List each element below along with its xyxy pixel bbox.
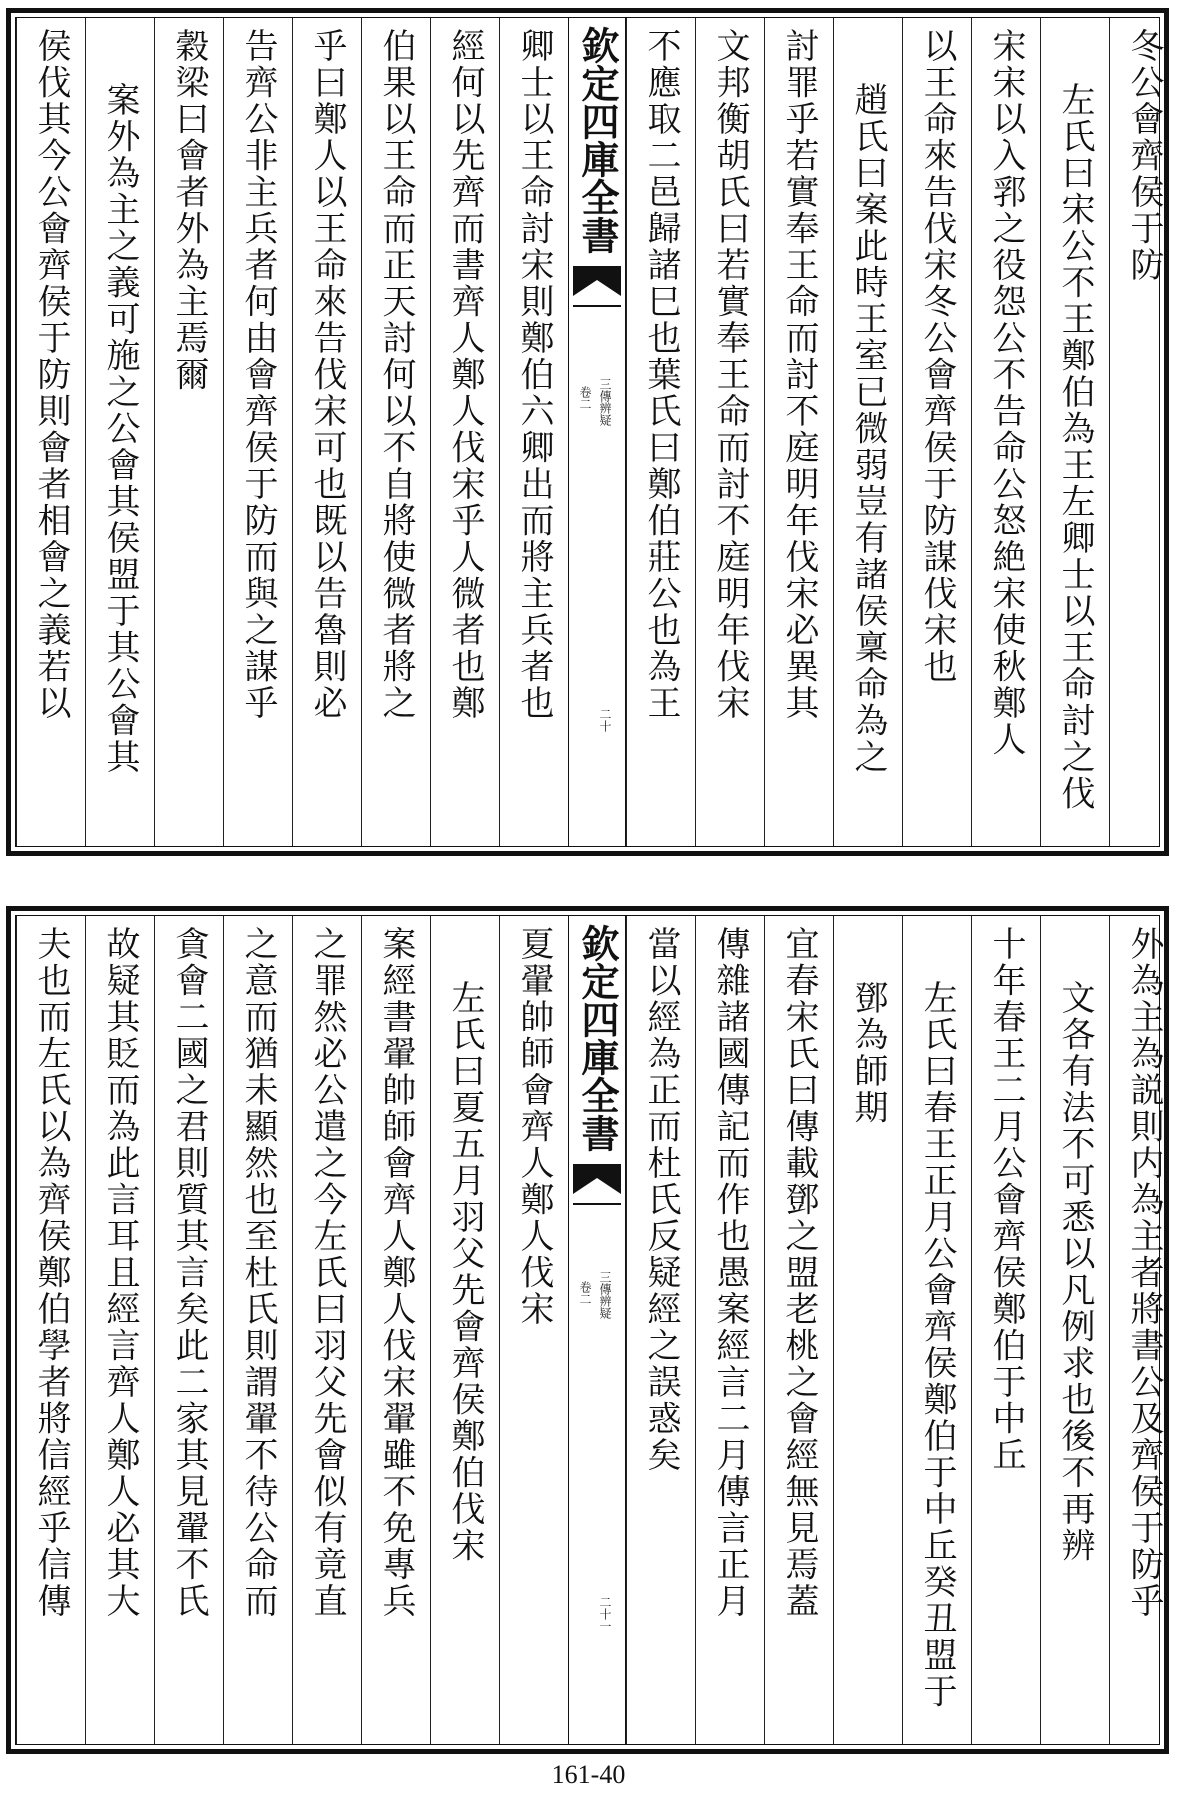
spine-book-title: 三傳辨疑 xyxy=(598,378,612,426)
column-text: 鄧為師期 xyxy=(848,980,888,1126)
text-column xyxy=(764,916,833,1744)
spine-book-title: 三傳辨疑 xyxy=(598,1271,612,1319)
text-column xyxy=(499,916,568,1744)
column-text: 冬公會齊侯于防 xyxy=(1124,28,1164,284)
column-text: 十年春王二月公會齊侯鄭伯于中丘 xyxy=(986,926,1026,1474)
text-column xyxy=(1040,916,1109,1744)
text-column xyxy=(626,18,695,846)
text-column xyxy=(1109,18,1177,846)
text-column xyxy=(695,916,764,1744)
column-text: 左氏曰春王正月公會齊侯鄭伯于中丘癸丑盟于 xyxy=(917,980,957,1710)
column-text: 左氏曰宋公不王鄭伯為王左卿士以王命討之伐 xyxy=(1055,82,1095,812)
bottom-panel xyxy=(6,906,1169,1754)
column-text: 夫也而左氏以為齊侯鄭伯學者將信經乎信傳 xyxy=(31,926,71,1620)
text-column xyxy=(695,18,764,846)
spine-title: 欽定四庫全書 xyxy=(575,26,620,254)
page-number: 161-40 xyxy=(551,1760,626,1789)
column-text: 宜春宋氏曰傳載鄧之盟老桃之會經無見焉蓋 xyxy=(779,926,819,1620)
text-column xyxy=(971,916,1040,1744)
column-text: 宋宋以入郛之役怨公不告命公怒絶宋使秋鄭人 xyxy=(986,28,1026,758)
text-column xyxy=(626,916,695,1744)
column-text: 討罪乎若實奉王命而討不庭明年伐宋必異其 xyxy=(779,28,819,722)
column-text: 趙氏曰案此時王室已微弱豈有諸侯稟命為之 xyxy=(848,82,888,776)
text-column xyxy=(361,916,430,1744)
column-text: 不應取二邑歸諸巳也葉氏曰鄭伯莊公也為王 xyxy=(641,28,681,722)
text-column xyxy=(430,18,499,846)
text-column xyxy=(902,916,971,1744)
column-text: 穀梁曰會者外為主焉爾 xyxy=(169,28,209,393)
column-text: 告齊公非主兵者何由會齊侯于防而與之謀乎 xyxy=(238,28,278,722)
text-column xyxy=(85,18,154,846)
spine-volume: 卷二 xyxy=(578,1281,592,1305)
column-text: 外為主為説則内為主者將書公及齊侯于防乎 xyxy=(1124,926,1164,1620)
column-text: 乎曰鄭人以王命來告伐宋可也既以告魯則必 xyxy=(307,28,347,722)
text-column xyxy=(1040,18,1109,846)
fishtail-mark xyxy=(573,1164,621,1208)
column-text: 左氏曰夏五月羽父先會齊侯鄭伯伐宋 xyxy=(445,980,485,1564)
top-spine xyxy=(568,18,626,846)
column-text: 貪會二國之君則質其言矣此二家其見翬不氏 xyxy=(169,926,209,1620)
column-text: 經何以先齊而書齊人鄭人伐宋乎人微者也鄭 xyxy=(445,28,485,722)
fishtail-mark xyxy=(573,266,621,310)
column-text: 當以經為正而杜氏反疑經之誤惑矣 xyxy=(641,926,681,1474)
column-text: 侯伐其今公會齊侯于防則會者相會之義若以 xyxy=(31,28,71,722)
text-column xyxy=(292,18,361,846)
text-column xyxy=(833,916,902,1744)
text-column xyxy=(154,916,223,1744)
spine-folio: 二十一 xyxy=(598,1596,612,1632)
text-column xyxy=(430,916,499,1744)
text-column xyxy=(16,916,85,1744)
bottom-spine xyxy=(568,916,626,1744)
text-column xyxy=(16,18,85,846)
text-column xyxy=(85,916,154,1744)
text-column xyxy=(361,18,430,846)
text-column xyxy=(499,18,568,846)
text-column xyxy=(223,18,292,846)
column-text: 夏翬帥師會齊人鄭人伐宋 xyxy=(514,926,554,1328)
column-text: 文各有法不可悉以凡例求也後不再辨 xyxy=(1055,980,1095,1564)
spine-folio: 二十 xyxy=(598,708,612,732)
column-text: 故疑其貶而為此言耳且經言齊人鄭人必其大 xyxy=(100,926,140,1620)
column-text: 文邦衡胡氏曰若實奉王命而討不庭明年伐宋 xyxy=(710,28,750,722)
column-text: 傳雜諸國傳記而作也愚案經言二月傳言正月 xyxy=(710,926,750,1620)
column-text: 卿士以王命討宋則鄭伯六卿出而將主兵者也 xyxy=(514,28,554,722)
column-text: 之意而猶未顯然也至杜氏則謂翬不待公命而 xyxy=(238,926,278,1620)
column-text: 案外為主之義可施之公會其侯盟于其公會其 xyxy=(100,82,140,776)
column-text: 案經書翬帥師會齊人鄭人伐宋翬雖不免專兵 xyxy=(376,926,416,1620)
text-column xyxy=(833,18,902,846)
bottom-panel-frame xyxy=(15,915,1164,1745)
spine-title: 欽定四庫全書 xyxy=(575,924,620,1152)
text-column xyxy=(971,18,1040,846)
top-panel-frame xyxy=(15,17,1164,847)
column-text: 以王命來告伐宋冬公會齊侯于防謀伐宋也 xyxy=(917,28,957,685)
spine-volume: 卷二 xyxy=(578,386,592,410)
top-panel xyxy=(6,8,1169,856)
text-column xyxy=(1109,916,1177,1744)
text-column xyxy=(902,18,971,846)
text-column xyxy=(223,916,292,1744)
text-column xyxy=(764,18,833,846)
column-text: 伯果以王命而正天討何以不自將使微者將之 xyxy=(376,28,416,722)
column-text: 之罪然必公遣之今左氏曰羽父先會似有竟直 xyxy=(307,926,347,1620)
text-column xyxy=(292,916,361,1744)
text-column xyxy=(154,18,223,846)
